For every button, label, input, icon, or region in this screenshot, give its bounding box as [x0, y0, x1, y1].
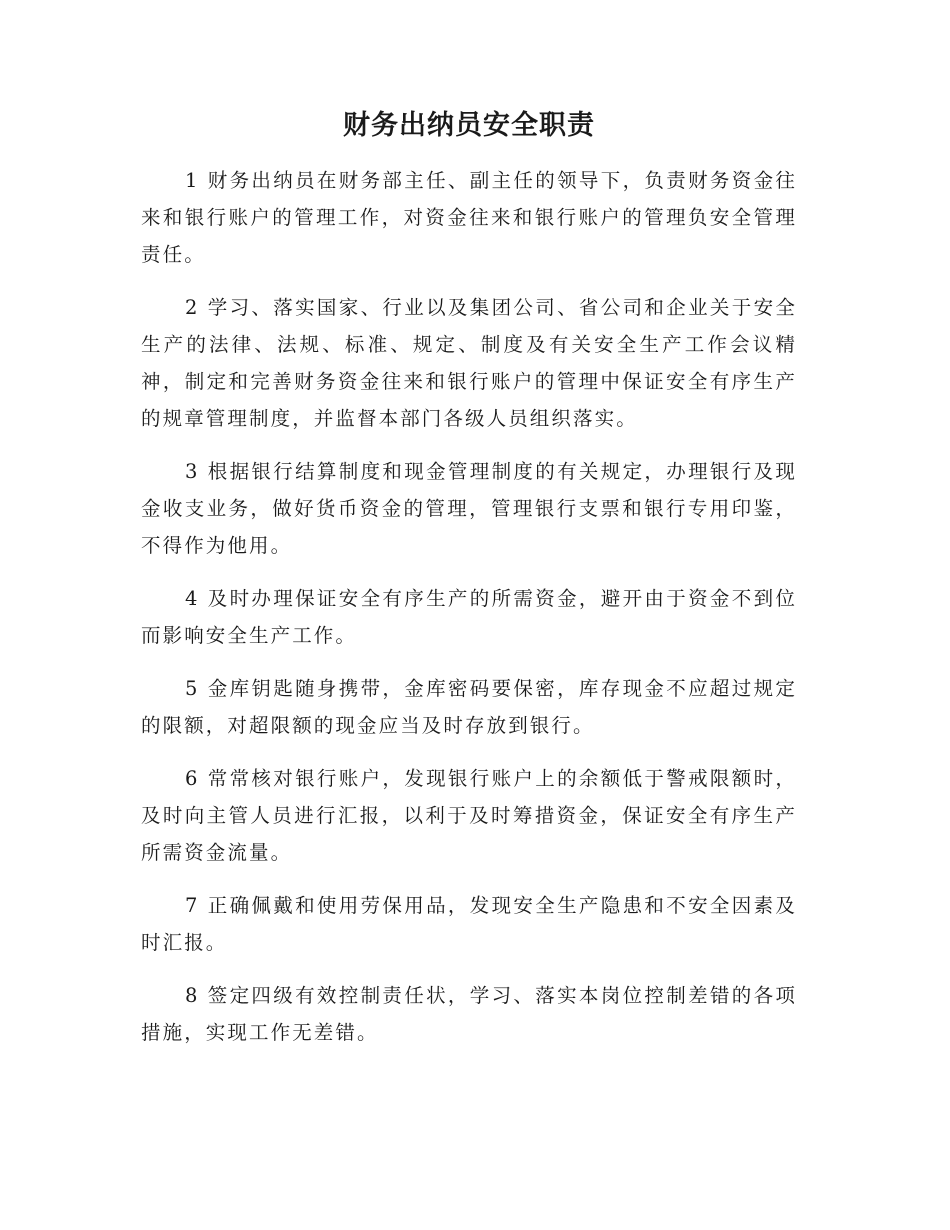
clause-number: 1 — [185, 169, 200, 192]
clause-number: 6 — [185, 767, 200, 790]
clause-2 — [141, 289, 797, 437]
clause-4 — [141, 580, 797, 654]
clause-text: 学习、落实国家、行业以及集团公司、省公司和企业关于安全生产的法律、法规、标准、规定、制度及有关安全生产工作会议精神，制定和完善财务资金往来和银行账户的管理中保证安全有序生产的规章管理制度，并监督本部门各级人员组织落实。 — [141, 296, 797, 430]
clause-text: 及时办理保证安全有序生产的所需资金，避开由于资金不到位而影响安全生产工作。 — [141, 587, 797, 647]
clause-3 — [141, 453, 797, 564]
clause-1 — [141, 162, 797, 273]
clause-number: 8 — [185, 984, 200, 1007]
clause-number: 2 — [185, 296, 200, 319]
clause-number: 4 — [185, 587, 200, 610]
document-title: 财务出纳员安全职责 — [343, 110, 595, 141]
clause-text: 根据银行结算制度和现金管理制度的有关规定，办理银行及现金收支业务，做好货币资金的管理，管理银行支票和银行专用印鉴，不得作为他用。 — [141, 460, 797, 557]
document-page — [141, 108, 797, 1067]
clause-8 — [141, 977, 797, 1051]
clause-5 — [141, 670, 797, 744]
clause-text: 签定四级有效控制责任状，学习、落实本岗位控制差错的各项措施，实现工作无差错。 — [141, 984, 797, 1044]
clause-number: 3 — [185, 460, 200, 483]
clause-text: 正确佩戴和使用劳保用品，发现安全生产隐患和不安全因素及时汇报。 — [141, 894, 797, 954]
clause-number: 7 — [185, 894, 200, 917]
clause-text: 财务出纳员在财务部主任、副主任的领导下，负责财务资金往来和银行账户的管理工作，对资金往来和银行账户的管理负安全管理责任。 — [141, 169, 797, 266]
clause-7 — [141, 887, 797, 961]
clause-text: 金库钥匙随身携带，金库密码要保密，库存现金不应超过规定的限额，对超限额的现金应当及时存放到银行。 — [141, 677, 797, 737]
clause-text: 常常核对银行账户，发现银行账户上的余额低于警戒限额时，及时向主管人员进行汇报，以利于及时筹措资金，保证安全有序生产所需资金流量。 — [141, 767, 797, 864]
clause-number: 5 — [185, 677, 200, 700]
clause-6 — [141, 760, 797, 871]
